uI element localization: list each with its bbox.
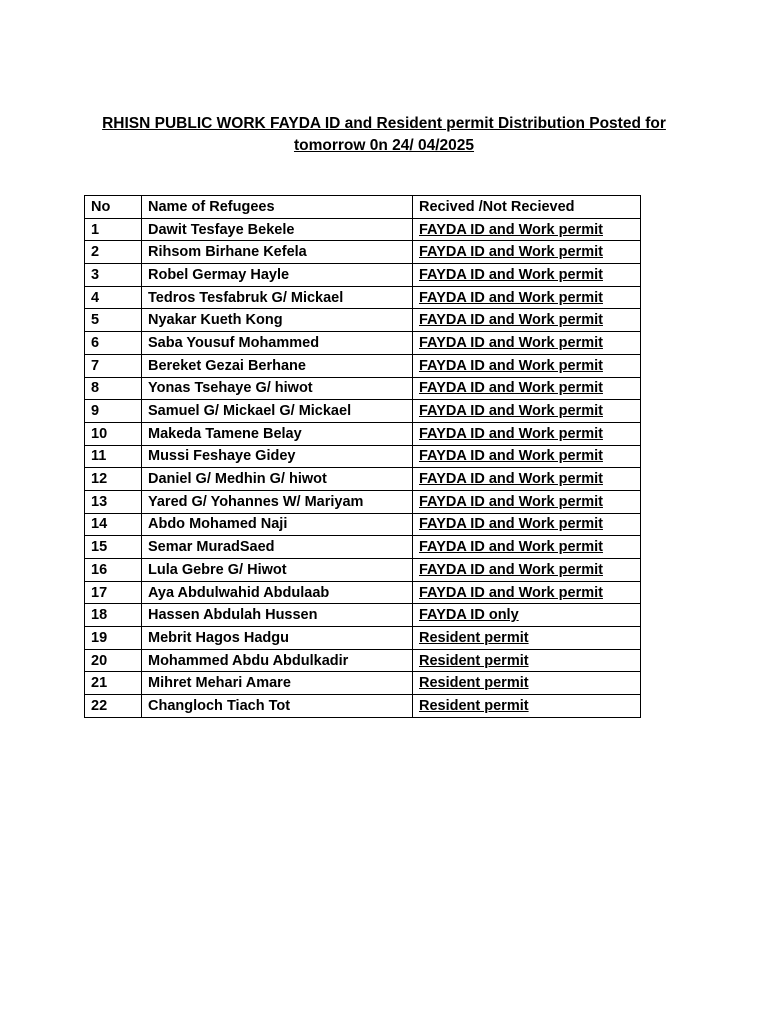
- table-row: [85, 264, 641, 287]
- row-no: 8: [85, 377, 142, 400]
- row-no: 11: [85, 445, 142, 468]
- row-name: Mohammed Abdu Abdulkadir: [142, 649, 413, 672]
- row-name: Yonas Tsehaye G/ hiwot: [142, 377, 413, 400]
- row-no: 10: [85, 422, 142, 445]
- title-line-2: tomorrow 0n 24/ 04/2025: [293, 137, 475, 154]
- row-no: 18: [85, 604, 142, 627]
- table-row: [85, 354, 641, 377]
- page-title: [84, 113, 684, 157]
- row-name: Rihsom Birhane Kefela: [142, 241, 413, 264]
- row-name: Hassen Abdulah Hussen: [142, 604, 413, 627]
- row-no: 9: [85, 400, 142, 423]
- row-status: FAYDA ID and Work permit: [413, 445, 641, 468]
- row-status: Resident permit: [413, 695, 641, 718]
- row-name: Bereket Gezai Berhane: [142, 354, 413, 377]
- table-row: [85, 445, 641, 468]
- row-no: 20: [85, 649, 142, 672]
- table-row: [85, 400, 641, 423]
- row-name: Mebrit Hagos Hadgu: [142, 627, 413, 650]
- row-status: FAYDA ID and Work permit: [413, 218, 641, 241]
- row-name: Mussi Feshaye Gidey: [142, 445, 413, 468]
- row-name: Aya Abdulwahid Abdulaab: [142, 581, 413, 604]
- row-status: FAYDA ID and Work permit: [413, 513, 641, 536]
- row-name: Nyakar Kueth Kong: [142, 309, 413, 332]
- row-status: FAYDA ID and Work permit: [413, 400, 641, 423]
- row-name: Mihret Mehari Amare: [142, 672, 413, 695]
- row-status: FAYDA ID and Work permit: [413, 309, 641, 332]
- table-row: [85, 672, 641, 695]
- row-no: 6: [85, 332, 142, 355]
- table-row: [85, 559, 641, 582]
- table-row: [85, 649, 641, 672]
- row-status: FAYDA ID and Work permit: [413, 332, 641, 355]
- row-no: 1: [85, 218, 142, 241]
- row-no: 3: [85, 264, 142, 287]
- row-no: 22: [85, 695, 142, 718]
- row-status: Resident permit: [413, 649, 641, 672]
- header-no: No: [85, 196, 142, 219]
- row-status: FAYDA ID and Work permit: [413, 354, 641, 377]
- table-row: [85, 377, 641, 400]
- row-no: 2: [85, 241, 142, 264]
- row-status: FAYDA ID and Work permit: [413, 581, 641, 604]
- row-status: FAYDA ID and Work permit: [413, 422, 641, 445]
- row-name: Tedros Tesfabruk G/ Mickael: [142, 286, 413, 309]
- row-name: Makeda Tamene Belay: [142, 422, 413, 445]
- row-no: 4: [85, 286, 142, 309]
- table-row: [85, 627, 641, 650]
- table-row: [85, 695, 641, 718]
- table-row: [85, 332, 641, 355]
- row-no: 12: [85, 468, 142, 491]
- row-no: 21: [85, 672, 142, 695]
- table-row: [85, 581, 641, 604]
- row-name: Yared G/ Yohannes W/ Mariyam: [142, 490, 413, 513]
- row-status: Resident permit: [413, 672, 641, 695]
- row-no: 15: [85, 536, 142, 559]
- table-row: [85, 536, 641, 559]
- row-status: Resident permit: [413, 627, 641, 650]
- row-no: 17: [85, 581, 142, 604]
- row-status: FAYDA ID and Work permit: [413, 286, 641, 309]
- row-name: Abdo Mohamed Naji: [142, 513, 413, 536]
- title-line-1: RHISN PUBLIC WORK FAYDA ID and Resident permit Distribution Posted for: [102, 115, 666, 132]
- row-name: Lula Gebre G/ Hiwot: [142, 559, 413, 582]
- table-row: [85, 241, 641, 264]
- row-status: FAYDA ID and Work permit: [413, 559, 641, 582]
- row-name: Daniel G/ Medhin G/ hiwot: [142, 468, 413, 491]
- table-row: [85, 422, 641, 445]
- row-status: FAYDA ID and Work permit: [413, 377, 641, 400]
- row-no: 7: [85, 354, 142, 377]
- row-status: FAYDA ID only: [413, 604, 641, 627]
- row-no: 16: [85, 559, 142, 582]
- row-no: 19: [85, 627, 142, 650]
- table-header-row: [85, 196, 641, 219]
- header-name: Name of Refugees: [142, 196, 413, 219]
- row-status: FAYDA ID and Work permit: [413, 468, 641, 491]
- table-row: [85, 218, 641, 241]
- row-status: FAYDA ID and Work permit: [413, 241, 641, 264]
- row-no: 13: [85, 490, 142, 513]
- row-name: Robel Germay Hayle: [142, 264, 413, 287]
- row-name: Saba Yousuf Mohammed: [142, 332, 413, 355]
- row-status: FAYDA ID and Work permit: [413, 536, 641, 559]
- row-no: 14: [85, 513, 142, 536]
- table-row: [85, 604, 641, 627]
- row-name: Dawit Tesfaye Bekele: [142, 218, 413, 241]
- header-status: Recived /Not Recieved: [413, 196, 641, 219]
- row-no: 5: [85, 309, 142, 332]
- row-name: Changloch Tiach Tot: [142, 695, 413, 718]
- row-name: Samuel G/ Mickael G/ Mickael: [142, 400, 413, 423]
- table-row: [85, 286, 641, 309]
- row-status: FAYDA ID and Work permit: [413, 264, 641, 287]
- table-row: [85, 490, 641, 513]
- row-status: FAYDA ID and Work permit: [413, 490, 641, 513]
- table-row: [85, 309, 641, 332]
- row-name: Semar MuradSaed: [142, 536, 413, 559]
- distribution-table: [84, 195, 641, 718]
- table-row: [85, 468, 641, 491]
- table-row: [85, 513, 641, 536]
